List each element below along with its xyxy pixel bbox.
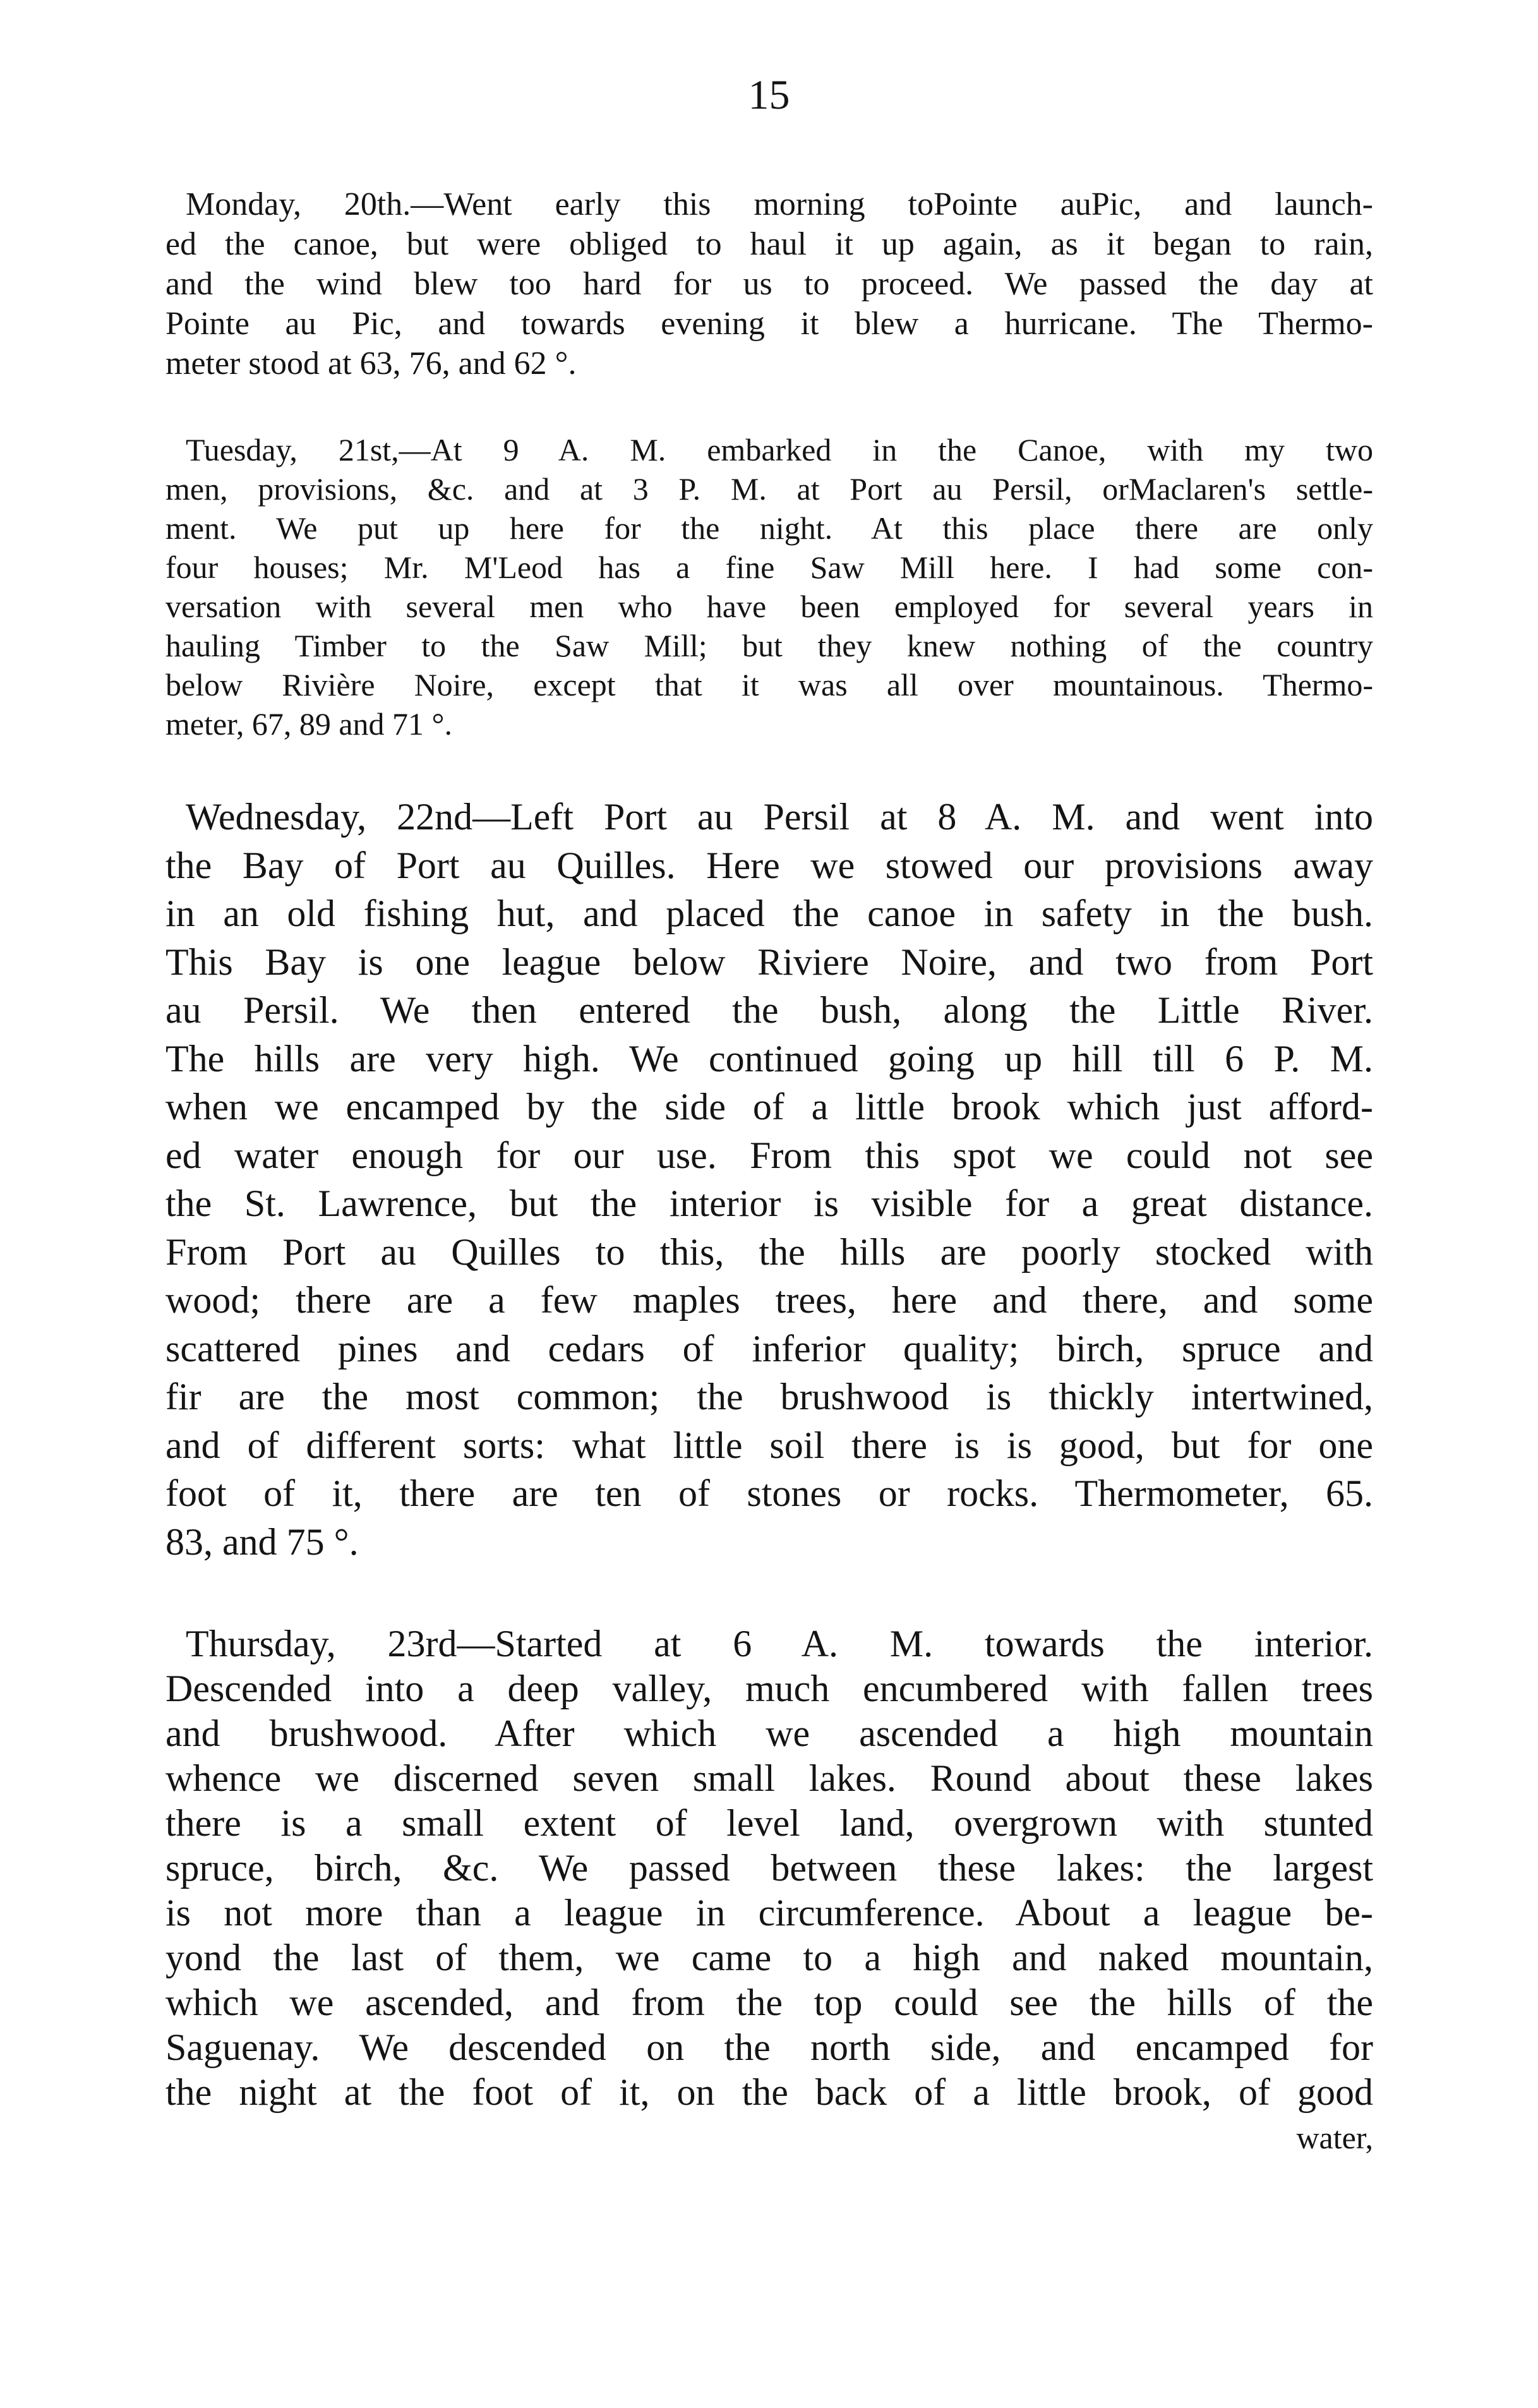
- text-line: Saguenay. We descended on the north side, and encamped for: [165, 2026, 1373, 2068]
- text-line: the night at the foot of it, on the back of a little brook, of good: [165, 2071, 1373, 2113]
- text-line: is not more than a league in circumference. About a league be-: [165, 1892, 1373, 1934]
- text-line: Monday, 20th.—Went early this morning toPointe auPic, and launch-: [186, 186, 1373, 222]
- text-line: meter stood at 63, 76, and 62 °.: [165, 346, 577, 382]
- diary-entry-tuesday: [165, 430, 1373, 743]
- text-line: Wednesday, 22nd—Left Port au Persil at 8 A. M. and went into: [186, 796, 1373, 838]
- text-line: yond the last of them, we came to a high and naked mountain,: [165, 1937, 1373, 1978]
- diary-entry-wednesday: [165, 793, 1373, 1566]
- page-number: 15: [748, 72, 790, 118]
- text-line: Pointe au Pic, and towards evening it blew a hurricane. The Thermo-: [165, 306, 1373, 342]
- text-line: ed water enough for our use. From this spot we could not see: [165, 1134, 1373, 1176]
- text-line: below Rivière Noire, except that it was all over mountainous. Thermo-: [165, 667, 1373, 702]
- text-line: 83, and 75 °.: [165, 1520, 359, 1563]
- text-line: when we encamped by the side of a little brook which just afford-: [165, 1086, 1373, 1128]
- text-line: hauling Timber to the Saw Mill; but they knew nothing of the country: [165, 628, 1373, 663]
- text-line: the St. Lawrence, but the interior is visible for a great distance.: [165, 1183, 1373, 1224]
- text-line: meter, 67, 89 and 71 °.: [165, 706, 453, 742]
- diary-entry-monday: [165, 184, 1373, 383]
- text-line: ed the canoe, but were obliged to haul it up again, as it began to rain,: [165, 226, 1373, 262]
- text-line: foot of it, there are ten of stones or rocks. Thermometer, 65.: [165, 1472, 1373, 1514]
- text-line: Tuesday, 21st,—At 9 A. M. embarked in the Canoe, with my two: [186, 432, 1373, 467]
- text-line: scattered pines and cedars of inferior quality; birch, spruce and: [165, 1327, 1373, 1370]
- text-line: there is a small extent of level land, overgrown with stunted: [165, 1802, 1373, 1844]
- text-line: and brushwood. After which we ascended a high mountain: [165, 1713, 1373, 1754]
- text-line: Descended into a deep valley, much encumbered with fallen trees: [165, 1668, 1373, 1709]
- text-line: au Persil. We then entered the bush, along the Little River.: [165, 989, 1373, 1031]
- text-line: This Bay is one league below Riviere Noire, and two from Port: [165, 941, 1373, 983]
- text-line: wood; there are a few maples trees, here and there, and some: [165, 1279, 1373, 1321]
- text-line: From Port au Quilles to this, the hills are poorly stocked with: [165, 1231, 1373, 1273]
- page-body: [165, 184, 1373, 2157]
- text-line: and the wind blew too hard for us to proceed. We passed the day at: [165, 266, 1373, 302]
- text-line: fir are the most common; the brushwood is thickly intertwined,: [165, 1376, 1373, 1418]
- text-line: whence we discerned seven small lakes. Round about these lakes: [165, 1757, 1373, 1799]
- text-line: in an old fishing hut, and placed the canoe in safety in the bush.: [165, 893, 1373, 934]
- text-line: men, provisions, &c. and at 3 P. M. at Port au Persil, orMaclaren's settle-: [165, 471, 1373, 507]
- text-line: versation with several men who have been employed for several years in: [165, 589, 1373, 624]
- text-line: which we ascended, and from the top could see the hills of the: [165, 1982, 1373, 2023]
- text-line: the Bay of Port au Quilles. Here we stowed our provisions away: [165, 844, 1373, 886]
- text-line: The hills are very high. We continued going up hill till 6 P. M.: [165, 1037, 1373, 1080]
- text-line: four houses; Mr. M'Leod has a fine Saw Mill here. I had some con-: [165, 550, 1373, 585]
- diary-entry-thursday: [165, 1622, 1373, 2157]
- text-line: and of different sorts: what little soil there is is good, but for one: [165, 1424, 1373, 1466]
- text-line: Thursday, 23rd—Started at 6 A. M. towards the interior.: [186, 1623, 1373, 1665]
- text-line: ment. We put up here for the night. At this place there are only: [165, 510, 1373, 546]
- text-line: spruce, birch, &c. We passed between these lakes: the largest: [165, 1847, 1373, 1889]
- catchword: water,: [1296, 2120, 1373, 2155]
